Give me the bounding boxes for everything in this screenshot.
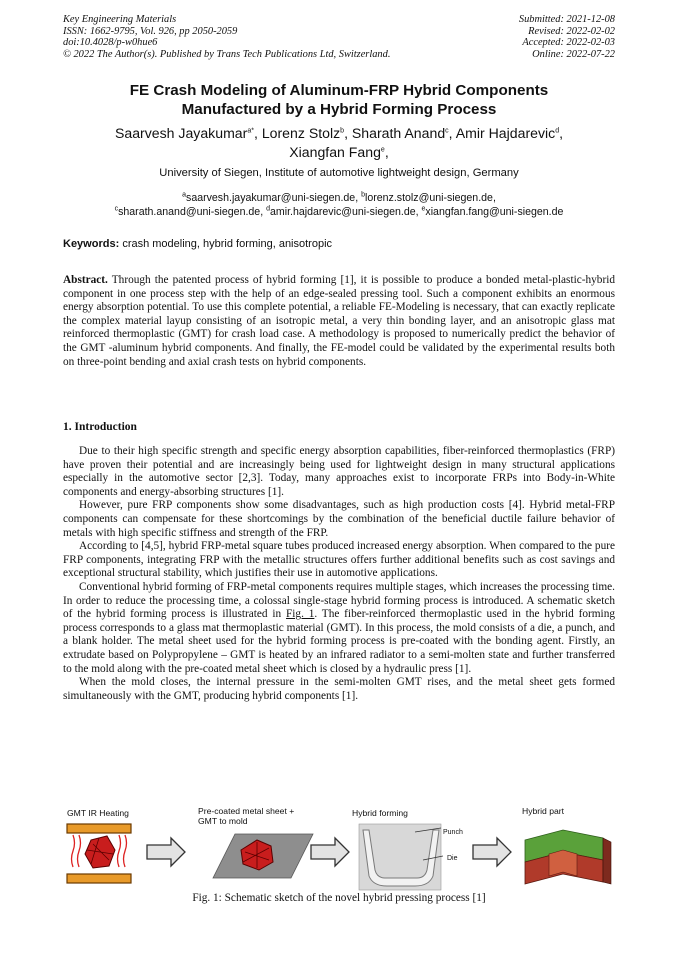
introduction-body [63,445,615,703]
paragraph-text: Conventional hybrid forming of FRP-metal components requires multiple stages, which increases the processing time. In order to reduce the processing time, a colossal single-stage hybrid forming process is introduced. A schematic sketch of the hybrid forming process is illustrated in [63,580,615,621]
issn-line: ISSN: 1662-9795, Vol. 926, pp 2050-2059 [63,25,238,37]
email-sup: a [182,191,187,199]
arrow-icon [147,838,185,866]
online-date: Online: 2022-07-22 [532,48,615,60]
arrow-icon [311,838,349,866]
affiliation: University of Siegen, Institute of automotive lightweight design, Germany [159,167,519,179]
keywords-label: Keywords: [63,238,120,250]
paragraph: According to [4,5], hybrid FRP-metal square tubes produced increased energy absorption. When compared to the pure FRP components, integrating FRP with the metallic structures offers further additional benefits such as cost savings and exceptional structural stability, which justifies their use in automotive applications. [63,540,615,580]
email-list: $^a$saarvesh.jayakumar@uni-siegen.de, $^b$lorenz.stolz@uni-siegen.de, $^c$sharath.anand@uni-siegen.de, $^d$amir.hajdarevic@uni-siegen.de, $^e$xiangfan.fang@uni-siegen.de [114,191,564,218]
paragraph: Due to their high specific strength and specific energy absorption capabilities, fiber-reinforced thermoplastics (FRP) have proven their potential and are increasingly being used for lightweight design in many structural applications especially in the automotive sector [2,3]. Today, many approaches exist to incorporate FRPs into Body-in-White components and energy-absorbing structures [1]. [63,445,615,498]
paragraph-text: . The fiber-reinforced thermoplastic used in the hybrid forming process corresponds to a glass mat thermoplastic material (GMT). In this process, the mold consists of a die, a punch, and a blank holder. The metal sheet used for the hybrid forming process is pre-coated with the bonding agent. Firstly, an extrudate based on Polypropylene – GMT is heated by an infrared radiator to a semi-molten state and further transferred to the mold along with the pre-coated metal sheet which is closed by a hydraulic press [1]. [63,608,615,675]
label-forming: Hybrid forming [352,808,408,818]
email-sup: e [421,205,426,213]
email-sup: b [361,191,365,199]
label-punch: Punch [443,829,463,836]
abstract-label: Abstract. [63,274,108,286]
paragraph: When the mold closes, the internal pressure in the semi-molten GMT rises, and the metal sheet gets formed simultaneously with the GMT, producing hybrid components [1]. [63,676,615,702]
email-link[interactable]: xiangfan.fang@uni-siegen.de [425,206,564,218]
paragraph [63,581,615,676]
figure-caption: Fig. 1: Schematic sketch of the novel hybrid pressing process [1] [192,892,486,904]
author-sup: e [380,146,385,154]
keywords [63,238,332,250]
label-part: Hybrid part [522,806,565,816]
author-list: Saarvesh Jayakumar$^{a*}$, Lorenz Stolz$^b$, Sharath Anand$^c$, Amir Hajdarevic$^d$, Xiangfan Fang$^e$, [114,125,564,160]
email-link[interactable]: saarvesh.jayakumar@uni-siegen.de [186,192,356,204]
email-link[interactable]: lorenz.stolz@uni-siegen.de [364,192,493,204]
author-name: Sharath Anand [351,125,446,141]
mold-graphic [359,824,443,890]
title-line-2: Manufactured by a Hybrid Forming Process [181,100,497,118]
metal-sheet-graphic [213,834,313,878]
author-name: Lorenz Stolz [261,125,341,141]
email-link[interactable]: sharath.anand@uni-siegen.de [118,206,261,218]
figure-link[interactable]: Fig. 1 [286,608,315,621]
hybrid-part-graphic [525,830,611,884]
author-sup: b [340,127,345,135]
ir-heater-graphic [67,824,131,883]
paper-title [60,82,618,119]
email-sup: d [266,205,270,213]
email-sup: c [114,205,119,213]
revised-date: Revised: 2022-02-02 [528,25,615,37]
copyright-line: © 2022 The Author(s). Published by Trans Tech Publications Ltd, Switzerland. [63,48,391,60]
author-name: Xiangfan Fang [289,144,381,160]
label-mold-line-2: GMT to mold [198,816,248,826]
author-sup: c [445,127,449,135]
author-sup: a* [247,127,254,135]
email-link[interactable]: amir.hajdarevic@uni-siegen.de [270,206,416,218]
doi-line[interactable]: doi:10.4028/p-w0hue6 [63,37,158,49]
author-name: Saarvesh Jayakumar [114,125,248,141]
dates-info [519,14,615,60]
figure-1 [63,806,615,906]
label-die: Die [447,855,458,862]
submitted-date: Submitted: 2021-12-08 [518,14,615,25]
author-name: Amir Hajdarevic [455,125,556,141]
process-sketch [63,820,615,902]
title-line-1: FE Crash Modeling of Aluminum-FRP Hybrid Components [129,82,549,99]
journal-info [63,14,390,60]
arrow-icon [473,838,511,866]
keywords-text: crash modeling, hybrid forming, anisotropic [122,238,333,250]
paragraph: However, pure FRP components show some disadvantages, such as high production costs [4]. Hybrid metal-FRP components can compensate for these shortcomings by the combination of the beneficial ductile failure behavior of metals with high specific stiffness and strength of the FRP. [63,499,615,539]
accepted-date: Accepted: 2022-02-03 [522,37,615,49]
journal-name: Key Engineering Materials [63,14,177,25]
label-mold-line-1: Pre-coated metal sheet + [198,806,295,816]
section-heading: 1. Introduction [63,421,137,433]
abstract [63,274,615,369]
abstract-text: Through the patented process of hybrid forming [1], it is possible to produce a bonded metal-plastic-hybrid component in one process step with the help of an edge-sealed pressing tool. Such a component exhibits an enormous energy absorption potential. To use this complete potential, a reliable FE-Modeling is necessary, that can exactly replicate the complex material layup consisting of an isotropic metal, a very thin bonding layer, and an anisotropic glass mat reinforced thermoplastic (GMT) for crash load case. A methodology is proposed to numerically predict the behavior of the GMT -aluminum hybrid components. And finally, the FE-model could be validated by the experimental results both on three-point bending and axial crash tests on hybrid components. [63,274,615,368]
label-heating: GMT IR Heating [67,808,129,818]
author-sup: d [555,127,560,135]
